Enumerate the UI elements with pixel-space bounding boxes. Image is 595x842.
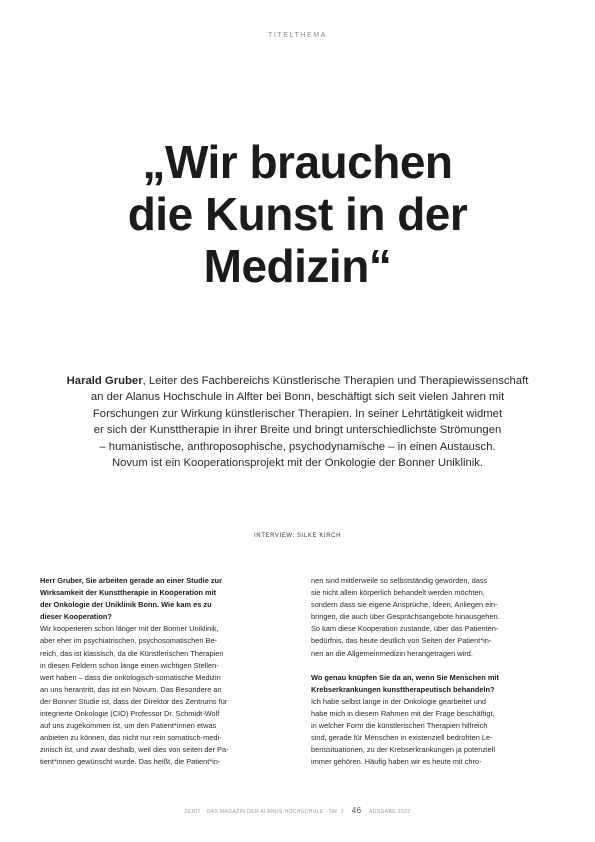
answer-line: tient*innen gewünscht wurde. Das heißt, die Patient*in- — [40, 757, 221, 767]
answer-line: nen sind mittlerweile so selbstständig geworden, dass — [311, 576, 488, 585]
footer-issue: AUSGABE 2022 — [369, 809, 411, 815]
intro-line: Forschungen zur Wirkung künstlerischer Therapien. In seiner Lehrtätigkeit widmet — [92, 407, 503, 420]
answer-line: bringen, die auch über Gesprächsangebote hinausgehen. — [311, 612, 500, 622]
headline — [0, 136, 595, 292]
answer-line: anbieten zu können, das nicht nur rein somatisch-medi- — [40, 733, 222, 743]
question-line: Wo genau knüpfen Sie da an, wenn Sie Menschen mit — [311, 672, 499, 682]
answer-line: in diesen Feldern schon lange einen wichtigen Stellen- — [40, 660, 219, 670]
intro-line-rest: , Leiter des Fachbereichs Künstlerische Therapien und Therapiewissenschaft — [142, 375, 529, 387]
answer-line: zinisch ist, und zwar deshalb, weil dies von seiten der Pa- — [40, 745, 229, 755]
answer-line: bedürfnis, das heute deutlich von Seiten der Patient*in- — [311, 636, 492, 646]
page-footer — [0, 806, 595, 815]
answer-line: aber eher im psychiatrischen, psychosomatischen Be- — [40, 636, 218, 646]
article-column-right — [311, 575, 551, 769]
section-label: TITELTHEMA — [267, 32, 328, 39]
answer-line: immer gehören. Häufig haben wir es heute mit chro- — [311, 757, 482, 767]
intro-paragraph — [40, 373, 555, 471]
intro-line: an der Alanus Hochschule in Alfter bei Bonn, beschäftigt sich seit vielen Jahren mit — [90, 391, 505, 404]
question-line: Wirksamkeit der Kunsttherapie in Kooperation mit — [40, 588, 217, 598]
headline-line: die Kunst in der — [127, 188, 468, 240]
headline-line: „Wir brauchen — [142, 136, 453, 188]
question-line: dieser Kooperation? — [40, 612, 112, 622]
answer-line: in welcher Form die künstlerischen Therapien hilfreich — [311, 721, 488, 731]
answer-line: reich, das ist klassisch, da die Künstlerischen Therapien — [40, 648, 224, 658]
answer-line: auf uns zugekommen ist, um den Patient*innen etwas — [40, 721, 217, 731]
intro-line: – humanistische, anthroposophische, psychodynamische – in einen Austausch. — [99, 440, 496, 453]
answer-line: habe mich in diesem Rahmen mit der Frage beschäftigt, — [311, 709, 495, 719]
answer-line: So kam diese Kooperation zustande, über das Patienten- — [311, 624, 499, 634]
answer-line: wert haben – dass die onkologisch-somatische Medizin — [40, 672, 221, 682]
question-line: der Onkologie der Uniklinik Bonn. Wie kam es zu — [40, 600, 212, 610]
headline-line: Medizin“ — [203, 240, 392, 292]
answer-line: der Bonner Studie ist, dass der Direktor des Zentrums für — [40, 696, 228, 706]
footer-publication: ZENIT · DAS MAGAZIN DER ALANUS HOCHSCHULE · NR. 2 — [184, 809, 344, 815]
intro-line: Novum ist ein Kooperationsprojekt mit der Onkologie der Bonner Uniklinik. — [111, 457, 484, 470]
answer-line: sind, gerade für Menschen in existenziell bedrohten Le- — [311, 733, 493, 743]
article-column-left — [40, 575, 280, 769]
answer-line: Ich habe selbst lange in der Onkologie gearbeitet und — [311, 696, 487, 706]
question-line: Krebserkrankungen kunsttherapeutisch behandeln? — [311, 684, 495, 694]
answer-line: sie nicht allein körperlich behandelt werden möchten, — [311, 588, 485, 598]
question-line: Herr Gruber, Sie arbeiten gerade an einer Studie zur — [40, 576, 222, 585]
answer-line: sondern dass sie eigene Ansprüche, Ideen, Anliegen ein- — [311, 600, 498, 610]
page-number: 46 — [351, 806, 362, 815]
answer-line: Wir kooperieren schon länger mit der Bonner Uniklinik, — [40, 624, 219, 634]
intro-line — [40, 373, 555, 389]
answer-line: integrierte Onkologie (CIO) Professor Dr. Schmidt-Wolf — [40, 709, 220, 719]
intro-line: er sich der Kunsttherapie in ihrer Breite und bringt unterschiedlichste Strömungen — [93, 424, 502, 437]
interviewee-name: Harald Gruber — [66, 375, 143, 387]
paragraph-gap — [311, 660, 551, 672]
byline: INTERVIEW: SILKE KIRCH — [254, 533, 341, 539]
answer-line: an uns herantritt, das ist ein Novum. Das Besondere an — [40, 684, 222, 694]
answer-line: nen an die Allgemeinmedizin herangetragen wird. — [311, 648, 473, 658]
answer-line: benssituationen, zu der Krebserkrankungen ja potenziell — [311, 745, 496, 755]
